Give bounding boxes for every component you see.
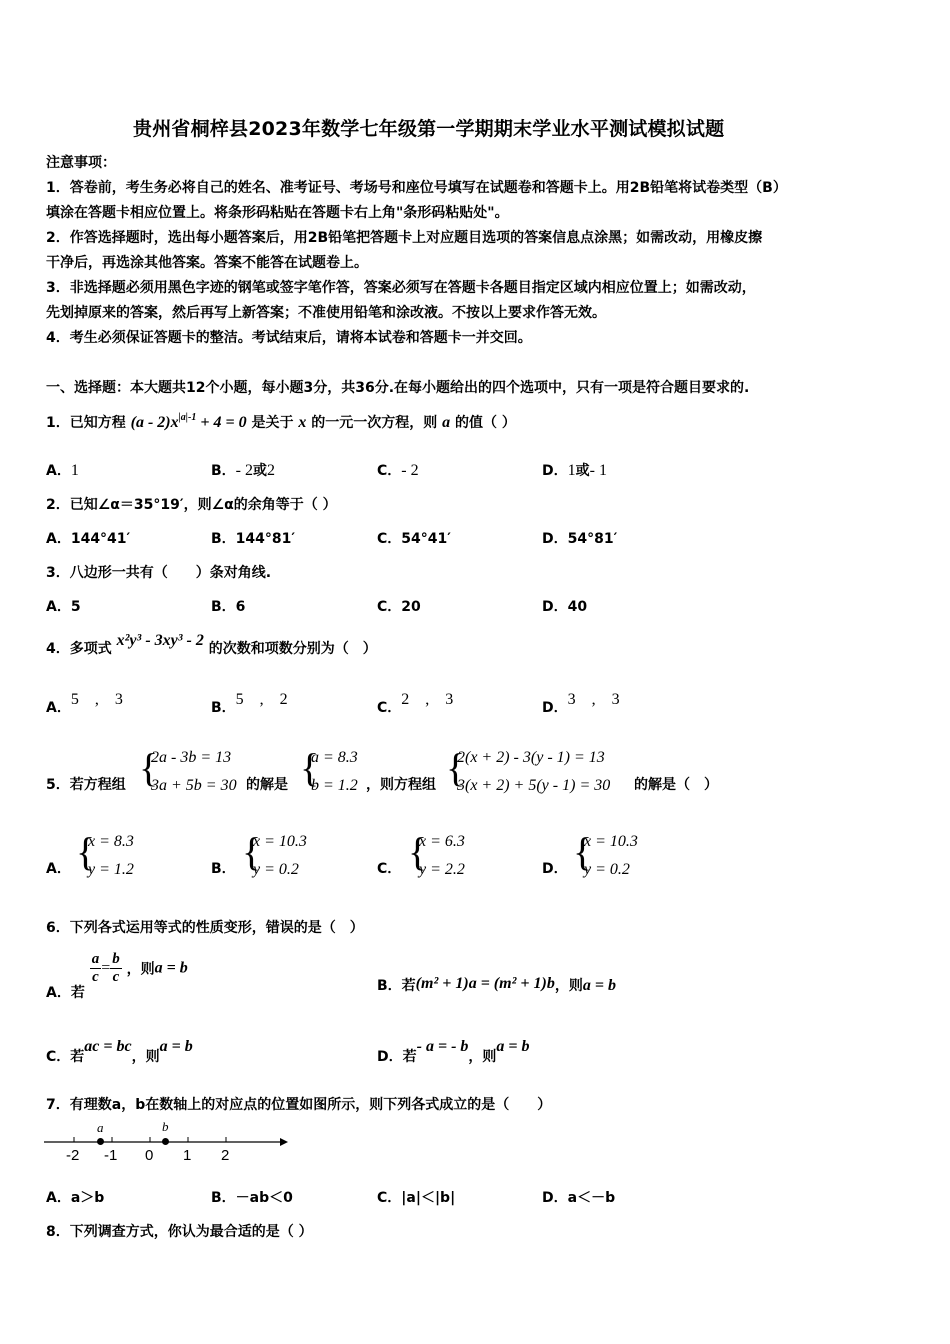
brace-icon: { xyxy=(139,745,159,790)
option-value: 2 xyxy=(267,462,275,479)
denominator: c xyxy=(112,969,120,985)
q1-mid2: 的一元一次方程，则 xyxy=(311,415,438,431)
option-value: 2 , 3 xyxy=(401,691,454,708)
q1-prefix: 1．已知方程 xyxy=(46,415,126,431)
question-3: 3．八边形一共有（ ）条对角线. xyxy=(46,565,272,581)
q1-var-a: a xyxy=(442,414,451,431)
q4-end: 的次数和项数分别为（ ） xyxy=(208,641,377,657)
q7-option-c[interactable]: C．|a|＜|b| xyxy=(377,1190,456,1206)
q5-option-a-label[interactable]: A． xyxy=(46,861,71,877)
option-value: 3 , 3 xyxy=(567,691,620,708)
q5-option-c-label[interactable]: C． xyxy=(377,861,402,877)
q6-option-c[interactable] xyxy=(46,1038,193,1066)
q5-system1-row2: 3a + 5b = 30 xyxy=(151,777,237,794)
q5-option-a-row1: x = 8.3 xyxy=(88,833,134,850)
q4-prefix: 4．多项式 xyxy=(46,641,112,657)
notice-line-3b: 先划掉原来的答案，然后再写上新答案；不准使用铅笔和涂改液。不按以上要求作答无效。 xyxy=(46,305,606,321)
option-label: A． xyxy=(46,700,71,716)
q6-option-d[interactable] xyxy=(377,1038,530,1066)
then-text: ，则 xyxy=(554,978,583,994)
fraction xyxy=(110,951,122,986)
q6-option-b[interactable] xyxy=(377,975,616,995)
notice-line-3a: 3．非选择题必须用黑色字迹的钢笔或签字笔作答，答案必须写在答题卡各题目指定区域内相应位置上；如需改动， xyxy=(46,280,756,296)
axis-tick-label: -2 xyxy=(66,1147,80,1164)
option-result: a = b xyxy=(159,1038,193,1055)
q5-prefix: 5．若方程组 xyxy=(46,777,126,793)
point-b-marker xyxy=(162,1138,169,1145)
q5-system2-row1: a = 8.3 xyxy=(311,749,358,766)
option-label: C． xyxy=(377,463,402,479)
fraction xyxy=(90,951,102,986)
question-6: 6．下列各式运用等式的性质变形，错误的是（ ） xyxy=(46,920,364,936)
arrow-icon xyxy=(280,1138,288,1146)
q5-option-b-row1: x = 10.3 xyxy=(253,833,307,850)
then-text: ，则 xyxy=(468,1049,497,1065)
point-a-label: a xyxy=(97,1120,104,1135)
point-a-marker xyxy=(97,1138,104,1145)
q1-option-a[interactable] xyxy=(46,460,79,480)
option-label: D．若 xyxy=(377,1049,417,1065)
numerator: b xyxy=(112,951,120,967)
then-text: ，则 xyxy=(131,1049,160,1065)
option-label: A． xyxy=(46,463,71,479)
option-label: C．若 xyxy=(46,1049,85,1065)
option-label: A．若 xyxy=(46,984,85,1001)
q5-mid2: ，则方程组 xyxy=(366,777,436,793)
q5-option-d-row1: x = 10.3 xyxy=(584,833,638,850)
q1-exponent: |a|-1 xyxy=(178,412,197,423)
q1-option-d[interactable] xyxy=(542,460,607,480)
equals: = xyxy=(101,959,111,977)
notice-line-4: 4．考生必须保证答题卡的整洁。考试结束后，请将本试卷和答题卡一并交回。 xyxy=(46,330,532,346)
option-label: B．若 xyxy=(377,978,416,994)
option-result: a = b xyxy=(154,959,188,977)
q3-option-c[interactable]: C．20 xyxy=(377,599,421,615)
option-label: D． xyxy=(542,700,568,716)
brace-icon: { xyxy=(573,829,593,874)
brace-icon: { xyxy=(408,829,428,874)
option-or: 或 xyxy=(575,463,590,479)
question-7: 7．有理数a，b在数轴上的对应点的位置如图所示，则下列各式成立的是（ ） xyxy=(46,1097,552,1113)
section-heading: 一、选择题：本大题共12个小题，每小题3分，共36分.在每小题给出的四个选项中，只有一项是符合题目要求的. xyxy=(46,380,750,396)
q4-option-a[interactable] xyxy=(46,691,123,717)
q2-option-d[interactable]: D．54°81′ xyxy=(542,531,618,547)
question-2: 2．已知∠α＝35°19′，则∠α的余角等于（ ） xyxy=(46,497,337,513)
question-8: 8．下列调查方式，你认为最合适的是（ ） xyxy=(46,1224,313,1240)
notice-heading: 注意事项： xyxy=(46,155,116,171)
q7-option-b[interactable]: B．－ab＜0 xyxy=(211,1190,293,1206)
option-value: 5 , 3 xyxy=(70,691,123,708)
q1-var-x: x xyxy=(298,414,307,431)
option-label: C． xyxy=(377,700,402,716)
q5-option-b-label[interactable]: B． xyxy=(211,861,236,877)
point-b-label: b xyxy=(162,1119,169,1134)
numerator: a xyxy=(91,951,100,967)
question-1 xyxy=(46,412,516,432)
option-expression: - a = - b xyxy=(416,1038,469,1055)
q5-option-c-row1: x = 6.3 xyxy=(419,833,465,850)
option-value: 1 xyxy=(70,462,79,479)
page-title: 贵州省桐梓县2023年数学七年级第一学期期末学业水平测试模拟试题 xyxy=(133,118,725,140)
notice-line-1a: 1．答卷前，考生务必将自己的姓名、准考证号、考场号和座位号填写在试题卷和答题卡上。用2B铅笔将试卷类型（B） xyxy=(46,180,787,196)
question-4 xyxy=(46,632,377,658)
denominator: c xyxy=(92,969,99,985)
number-line-figure xyxy=(44,1119,289,1168)
q7-option-d[interactable]: D．a＜－b xyxy=(542,1190,616,1206)
q5-system3-row2: 3(x + 2) + 5(y - 1) = 30 xyxy=(457,777,611,794)
brace-icon: { xyxy=(242,829,262,874)
option-label: D． xyxy=(542,463,568,479)
then-text: ，则 xyxy=(126,961,155,978)
q5-system2-row2: b = 1.2 xyxy=(311,777,358,794)
q5-option-d-row2: y = 0.2 xyxy=(584,861,630,878)
option-result: a = b xyxy=(582,977,616,994)
axis-tick-label: 0 xyxy=(145,1147,154,1164)
q6-option-a[interactable] xyxy=(46,951,188,1001)
axis-tick-label: -1 xyxy=(104,1147,118,1164)
q5-mid: 的解是 xyxy=(246,777,288,793)
option-value: - 2 xyxy=(235,462,253,479)
q3-option-b[interactable]: B．6 xyxy=(211,599,246,615)
q5-option-d-label[interactable]: D． xyxy=(542,861,568,877)
option-or: 或 xyxy=(253,463,267,479)
q5-system3-row1: 2(x + 2) - 3(y - 1) = 13 xyxy=(457,749,605,766)
q3-option-d[interactable]: D．40 xyxy=(542,599,588,615)
option-label: B． xyxy=(211,463,236,479)
q1-end: 的值（ ） xyxy=(454,415,516,431)
q5-end: 的解是（ ） xyxy=(634,777,718,793)
brace-icon: { xyxy=(300,745,320,790)
axis-tick-label: 2 xyxy=(221,1147,230,1164)
option-value: - 1 xyxy=(589,462,607,479)
q1-equation xyxy=(131,414,247,431)
q4-expression: x²y³ - 3xy³ - 2 xyxy=(116,632,204,649)
brace-icon: { xyxy=(76,829,96,874)
q1-eq-tail: + 4 = 0 xyxy=(196,414,247,431)
option-expression: ac = bc xyxy=(84,1038,132,1055)
q1-mid: 是关于 xyxy=(251,415,294,431)
q4-option-c[interactable] xyxy=(377,691,454,717)
q4-option-b[interactable] xyxy=(211,691,288,717)
q2-option-a[interactable]: A．144°41′ xyxy=(46,531,131,547)
q2-option-c[interactable]: C．54°41′ xyxy=(377,531,451,547)
option-value: 1 xyxy=(567,462,576,479)
q3-option-a[interactable]: A．5 xyxy=(46,599,81,615)
q5-option-c-row2: y = 2.2 xyxy=(419,861,465,878)
option-value: - 2 xyxy=(401,462,419,479)
brace-icon: { xyxy=(446,745,466,790)
option-result: a = b xyxy=(496,1038,530,1055)
q5-option-b-row2: y = 0.2 xyxy=(253,861,299,878)
notice-line-2a: 2．作答选择题时，选出每小题答案后，用2B铅笔把答题卡上对应题目选项的答案信息点涂黑；如需改动，用橡皮擦 xyxy=(46,230,763,246)
option-label: B． xyxy=(211,700,236,716)
q5-system1-row1: 2a - 3b = 13 xyxy=(151,749,232,766)
q5-option-a-row2: y = 1.2 xyxy=(88,861,134,878)
q2-option-b[interactable]: B．144°81′ xyxy=(211,531,296,547)
q1-option-b[interactable] xyxy=(211,460,275,480)
option-expression: (m² + 1)a = (m² + 1)b xyxy=(415,975,555,992)
notice-line-1b: 填涂在答题卡相应位置上。将条形码粘贴在答题卡右上角"条形码粘贴处"。 xyxy=(46,205,509,221)
q1-option-c[interactable] xyxy=(377,460,419,480)
q7-option-a[interactable]: A．a＞b xyxy=(46,1190,105,1206)
axis-tick-label: 1 xyxy=(183,1147,192,1164)
q4-option-d[interactable] xyxy=(542,691,620,717)
q1-eq: (a - 2)x xyxy=(130,414,179,431)
option-value: 5 , 2 xyxy=(235,691,288,708)
notice-line-2b: 干净后，再选涂其他答案。答案不能答在试题卷上。 xyxy=(46,255,368,271)
